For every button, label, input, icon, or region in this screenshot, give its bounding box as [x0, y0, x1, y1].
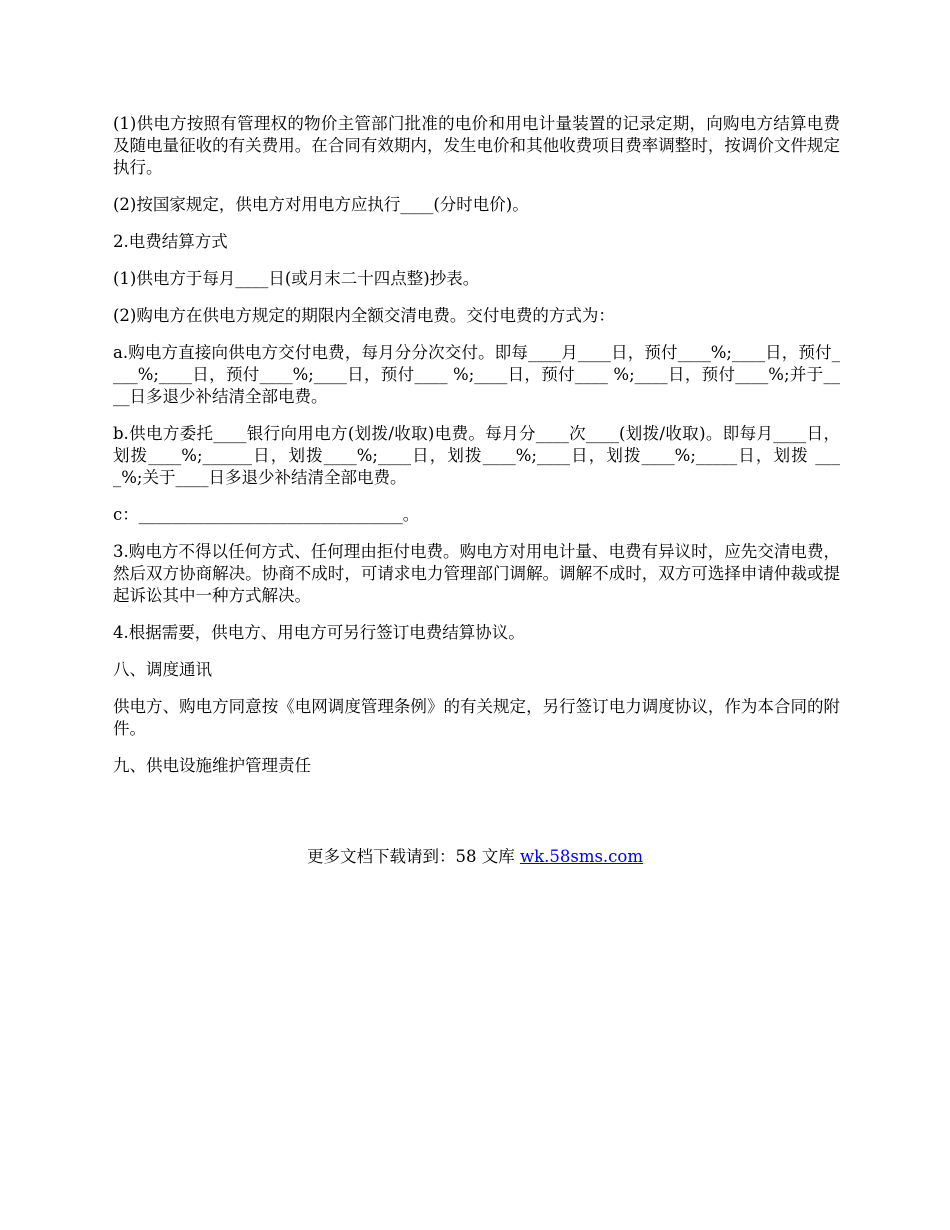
paragraph-meter-reading: (1)供电方于每月____日(或月末二十四点整)抄表。: [113, 269, 480, 288]
paragraph-3: 3.购电方不得以任何方式、任何理由拒付电费。购电方对用电计量、电费有异议时，应先交清电费，然后双方协商解决。协商不成时，可请求电力管理部门调解。调解不成时，双方可选择申请仲裁或提起诉讼其中一种方式解决。: [113, 542, 840, 605]
paragraph-2: (2)按国家规定，供电方对用电方应执行____(分时电价)。: [113, 195, 529, 214]
footer-text: 更多文档下载请到：58 文库: [306, 847, 520, 866]
paragraph-option-c: c：________________________________。: [113, 505, 420, 524]
footer: [0, 846, 950, 868]
paragraph-dispatch-agreement: 供电方、购电方同意按《电网调度管理条例》的有关规定，另行签订电力调度协议，作为本合同的附件。: [113, 697, 840, 738]
paragraph-option-b: b.供电方委托____银行向用电方(划拨/收取)电费。每月分____次____(划拨/收取)。即每月____日，划拨____%;______日，划拨____%;____日，划拨____%;____日，划拨____%;_____日，划拨 ____%;关于____日多退少补结清全部电费。: [113, 424, 840, 487]
document-body: [113, 113, 840, 792]
section-heading-maintenance: 九、供电设施维护管理责任: [113, 756, 311, 775]
section-heading-dispatch: 八、调度通讯: [113, 660, 212, 679]
paragraph-4: 4.根据需要，供电方、用电方可另行签订电费结算协议。: [113, 623, 525, 642]
paragraph-payment-deadline: (2)购电方在供电方规定的期限内全额交清电费。交付电费的方式为：: [113, 306, 615, 325]
footer-link[interactable]: wk.58sms.com: [519, 847, 643, 866]
paragraph-1: (1)供电方按照有管理权的物价主管部门批准的电价和用电计量装置的记录定期，向购电方结算电费及随电量征收的有关费用。在合同有效期内，发生电价和其他收费项目费率调整时，按调价文件规定执行。: [113, 114, 840, 177]
paragraph-option-a: a.购电方直接向供电方交付电费，每月分分次交付。即每____月____日，预付____%;____日，预付____%;____日，预付____%;____日，预付____ %;____日，预付____ %;____日，预付____%;并于____日多退少补结清全部电费。: [113, 343, 840, 406]
section-heading-billing-method: 2.电费结算方式: [113, 232, 228, 251]
